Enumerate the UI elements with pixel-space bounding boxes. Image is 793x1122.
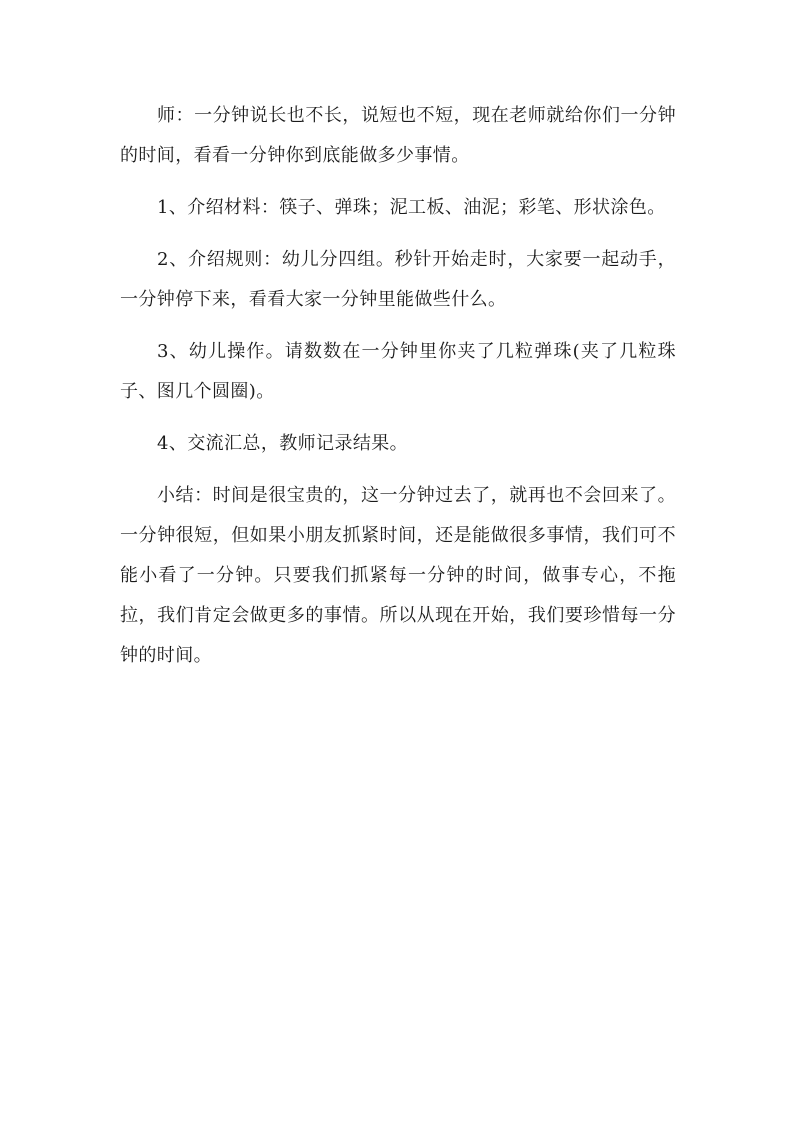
paragraph-step-4-summary: 4、交流汇总，教师记录结果。 xyxy=(157,433,409,454)
paragraph-step-2-rules: 2、介绍规则：幼儿分四组。秒针开始走时，大家要一起动手，一分钟停下来，看看大家一分钟里能做些什么。 xyxy=(120,249,676,310)
paragraph-intro: 师：一分钟说长也不长，说短也不短，现在老师就给你们一分钟的时间，看看一分钟你到底能做多少事情。 xyxy=(120,105,676,166)
document-body xyxy=(120,96,676,688)
paragraph-step-1-materials: 1、介绍材料：筷子、弹珠；泥工板、油泥；彩笔、形状涂色。 xyxy=(157,197,666,218)
paragraph-step-3-operation: 3、幼儿操作。请数数在一分钟里你夹了几粒弹珠(夹了几粒珠子、图几个圆圈)。 xyxy=(120,341,676,402)
paragraph-conclusion: 小结：时间是很宝贵的，这一分钟过去了，就再也不会回来了。一分钟很短，但如果小朋友抓紧时间，还是能做很多事情，我们可不能小看了一分钟。只要我们抓紧每一分钟的时间，做事专心，不拖拉，我们肯定会做更多的事情。所以从现在开始，我们要珍惜每一分钟的时间。 xyxy=(120,485,676,666)
